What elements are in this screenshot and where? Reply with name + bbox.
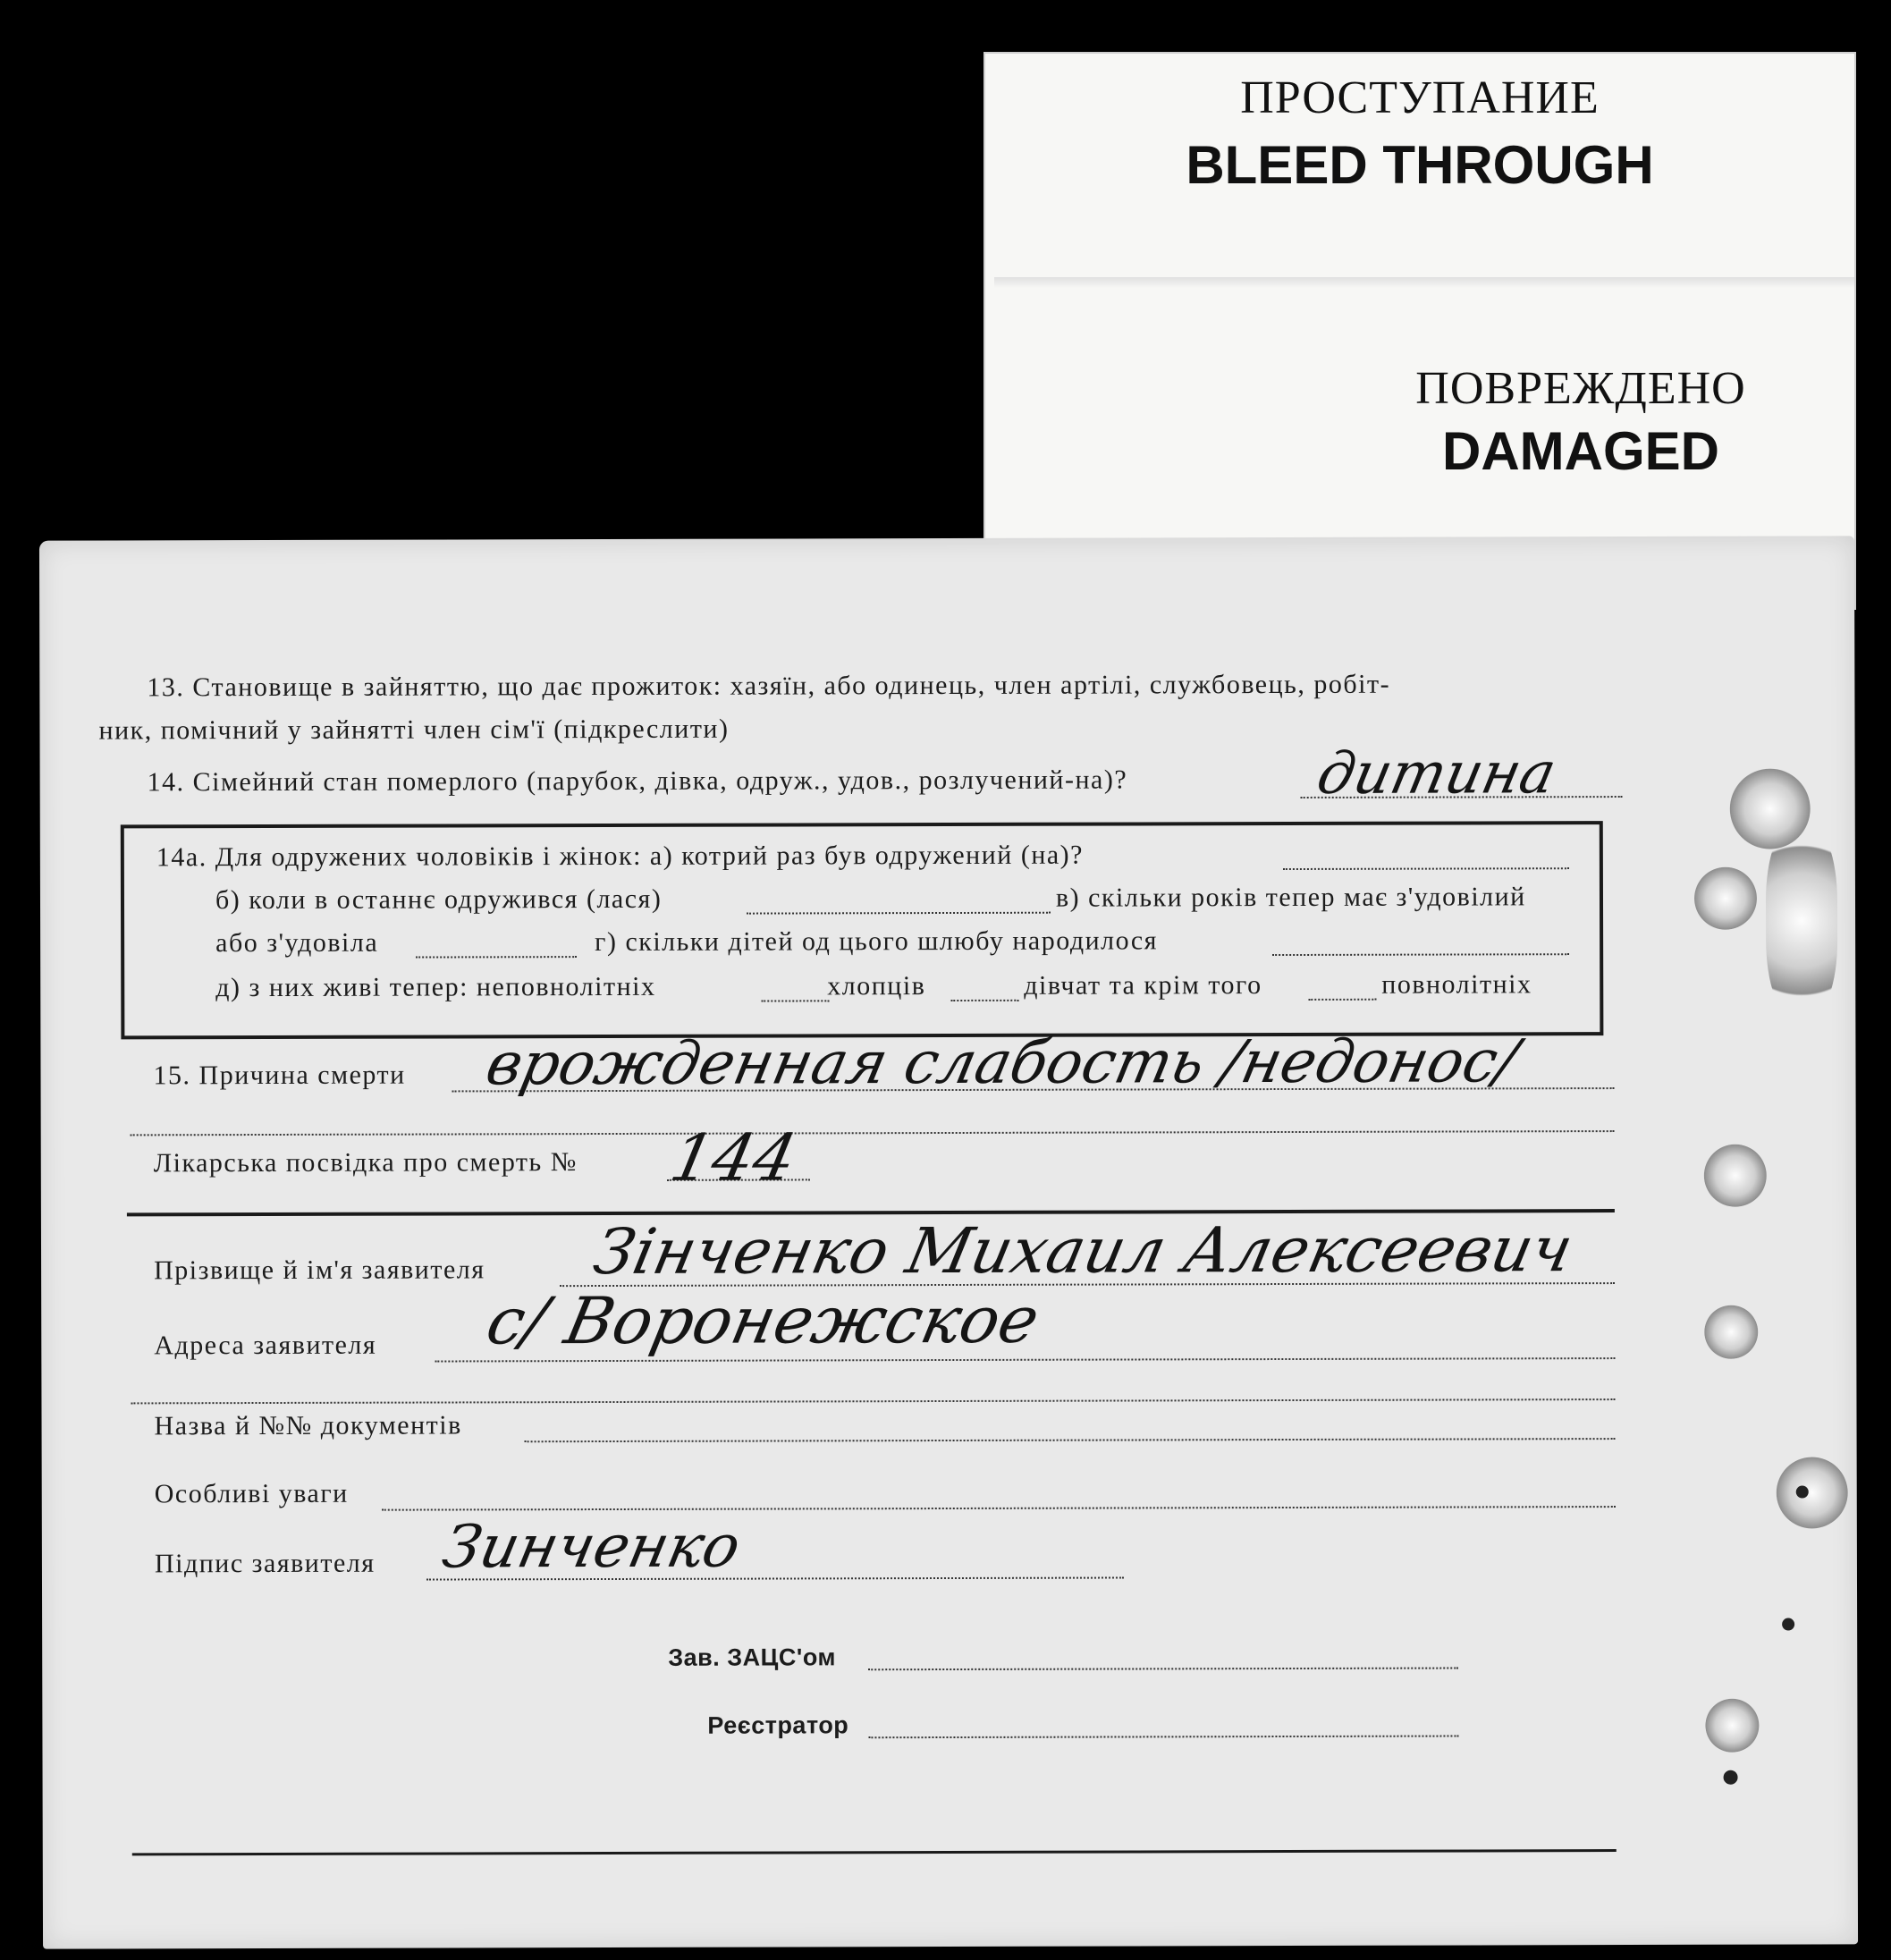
item-14a-line-2b: в) скільки років тепер має з'удовілий (1055, 882, 1526, 913)
item-13-line-2: ник, помічний у зайнятті член сім'ї (підкреслити) (98, 714, 730, 746)
applicant-address-line-2 (131, 1398, 1615, 1404)
applicant-address-handwritten: с/ Воронежское (480, 1281, 1046, 1359)
item-14a-line-4-dots-a (761, 1000, 829, 1001)
item-14a-line-3a: або з'удовіла (215, 927, 379, 959)
registrar-label: Реєстратор (707, 1711, 849, 1739)
zags-head-line (868, 1668, 1458, 1671)
special-notes-line (382, 1506, 1616, 1511)
label-bleed-through-en: BLEED THROUGH (1186, 135, 1654, 195)
stain-mark (1777, 1457, 1848, 1528)
item-14a-line-1: 14а. Для одружених чоловіків і жінок: а) котрий раз був одружений (на)? (156, 840, 1085, 873)
archive-damage-label (983, 52, 1856, 610)
applicant-name-handwritten: Зінченко Михаил Алексеевич (587, 1212, 1580, 1289)
signature-label: Підпис заявителя (154, 1548, 376, 1579)
item-14a-line-2a: б) коли в останнє одружився (лася) (215, 883, 663, 916)
registrar-line (868, 1736, 1458, 1739)
item-15-label: 15. Причина смерти (153, 1060, 406, 1091)
death-record-form-sheet (39, 536, 1858, 1948)
item-14a-line-3b: г) скільки дітей од цього шлюбу народилося (595, 925, 1159, 958)
stain-mark (1766, 822, 1838, 1018)
medical-cert-label: Лікарська посвідка про смерть № (153, 1147, 578, 1179)
binding-hole (1724, 1770, 1738, 1785)
medical-cert-handwritten-number: 144 (663, 1119, 804, 1195)
bottom-rule (132, 1849, 1617, 1855)
applicant-signature: Зинченко (436, 1511, 747, 1582)
applicant-address-label: Адреса заявителя (154, 1330, 377, 1361)
item-14a-line-4a: д) з них живі тепер: неповнолітніх (215, 971, 656, 1003)
item-14-handwritten-value: дитина (1311, 740, 1562, 807)
item-14-label: 14. Сімейний стан померлого (парубок, дівка, одруж., удов., розлучений-на)? (147, 765, 1128, 798)
item-14a-line-4b: хлопців (827, 971, 926, 1001)
stain-mark (1694, 867, 1757, 930)
documents-line (525, 1438, 1616, 1442)
item-14a-line-4d: повнолітніх (1381, 969, 1532, 1000)
label-damaged-en: DAMAGED (1442, 421, 1719, 481)
item-15-line-2 (131, 1130, 1615, 1136)
stain-mark (1705, 1699, 1759, 1753)
binding-hole (1782, 1618, 1794, 1631)
label-bleed-through-ru: ПРОСТУПАНИЕ (1240, 72, 1600, 123)
applicant-name-label: Прізвище й ім'я заявителя (154, 1255, 485, 1286)
label-damaged-ru: ПОВРЕЖДЕНО (1415, 363, 1746, 414)
item-14a-line-4c: дівчат та крім того (1024, 970, 1262, 1001)
special-notes-label: Особливі уваги (154, 1478, 349, 1509)
item-13-line-1: 13. Становище в зайняттю, що дає прожиток: хазяїн, або одинець, член артілі, службовець, робіт- (147, 669, 1391, 703)
zags-head-label: Зав. ЗАЦС'ом (668, 1643, 836, 1671)
documents-label: Назва й №№ документів (154, 1410, 462, 1441)
binding-hole (1796, 1485, 1809, 1498)
item-14a-line-4-dots-b (950, 1000, 1018, 1001)
stain-mark (1704, 1305, 1758, 1359)
item-15-handwritten-value: врожденная слабость /недонос/ (480, 1026, 1524, 1099)
stain-mark (1704, 1145, 1767, 1207)
label-fold (994, 277, 1854, 288)
item-14a-line-4-dots-c (1308, 999, 1376, 1001)
